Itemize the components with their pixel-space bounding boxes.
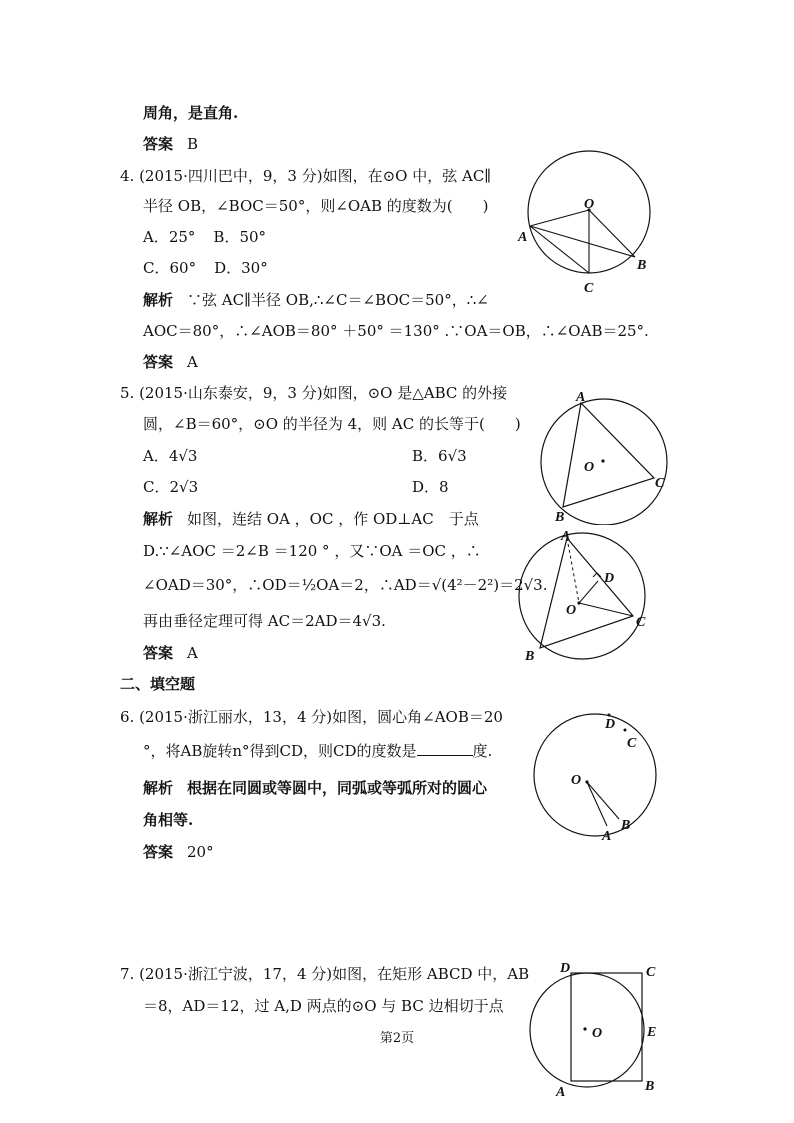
question-5-answer [143,643,198,663]
label-d: D [604,571,615,586]
label-o: O [566,603,577,618]
question-6-answer [143,842,214,862]
label-b: B [525,649,535,664]
analysis-text: 如图，连结 OA ，OC ，作 OD⊥AC 于点 [187,510,479,528]
question-5-analysis-2: D.∵∠AOC ＝2∠B ＝120 ° ，又∵OA ＝OC ，∴ [143,542,481,560]
question-6-stem-cont [143,741,492,761]
question-4-options-2 [143,258,268,278]
question-5-stem-cont: 圆，∠B＝60°，⊙O 的半径为 4，则 AC 的长等于( ) [143,415,521,433]
figure-q5-analysis [515,528,660,668]
answer-label: 答案 [143,843,174,861]
analysis-label: 解析 [143,779,174,797]
question-4-stem-cont: 半径 OB，∠BOC＝50°，则∠OAB 的度数为( ) [143,197,489,215]
page-number: 第2页 [379,1031,415,1046]
option-d: D．30° [214,259,268,277]
question-6-text: °，将AB旋转n°得到CD，则CD的度数是 [143,742,417,760]
question-5-option-d: D．8 [412,478,449,496]
analysis-label: 解析 [143,510,174,528]
question-4-stem: 4. (2015·四川巴中，9，3 分)如图，在⊙O 中，弦 AC∥ [120,167,492,185]
question-5-analysis-4: 再由垂径定理可得 AC＝2AD＝4√3. [143,612,386,630]
question-5-option-c: C．2√3 [143,478,199,496]
figure-q5-circle [530,385,675,525]
option-a: A．25° [143,228,196,246]
label-b: B [555,510,565,525]
label-o: O [592,1026,603,1041]
label-a: A [556,1085,566,1100]
question-6-analysis [143,778,487,798]
question-5-analysis [143,509,479,529]
label-c: C [636,615,646,630]
question-4-analysis [143,290,489,310]
answer-value: B [187,135,199,153]
label-o: O [584,460,595,475]
question-5-option-a: A．4√3 [143,447,198,465]
figure-q6-circle [525,712,665,847]
label-c: C [627,736,637,751]
label-c: C [584,281,594,296]
question-4-options [143,227,266,247]
answer-label: 答案 [143,135,174,153]
label-a: A [602,829,612,844]
question-4-analysis-cont: AOC＝80°，∴∠AOB＝80° ＋50° ＝130° .∵OA＝OB，∴∠OAB＝25°. [143,322,649,340]
label-o: O [571,773,582,788]
label-a: A [561,529,571,544]
label-d: D [560,961,571,976]
answer-blank[interactable] [417,741,473,756]
answer-value: A [187,353,198,371]
answer-value: A [187,644,198,662]
figure-q4-circle [510,150,685,300]
question-7-stem-cont: ＝8，AD＝12，过 A,D 两点的⊙O 与 BC 边相切于点 [143,997,504,1015]
label-e: E [647,1025,657,1040]
section-heading: 二、填空题 [120,675,196,693]
answer-value: 20° [187,843,214,861]
question-6-analysis-cont: 角相等. [143,811,194,829]
label-c: C [646,965,656,980]
analysis-label: 解析 [143,291,174,309]
label-a: A [576,390,586,405]
figure-q7-rect-circle [518,960,668,1100]
analysis-text: ∵弦 AC∥半径 OB,∴∠C＝∠BOC＝50°，∴∠ [187,291,489,309]
label-o: O [584,197,595,212]
analysis-text: 根据在同圆或等圆中，同弧或等弧所对的圆心 [187,779,488,797]
question-5-stem: 5. (2015·山东泰安，9，3 分)如图，⊙O 是△ABC 的外接 [120,384,508,402]
question-6-stem: 6. (2015·浙江丽水，13，4 分)如图，圆心角∠AOB＝20 [120,708,503,726]
label-a: A [518,230,528,245]
label-c: C [655,476,665,491]
question-5-option-b: B．6√3 [412,447,467,465]
text-line: 周角，是直角. [143,104,239,122]
question-7-stem: 7. (2015·浙江宁波，17，4 分)如图，在矩形 ABCD 中，AB [120,965,530,983]
question-6-unit: 度. [472,742,493,760]
label-b: B [637,258,647,273]
label-b: B [621,818,631,833]
option-c: C．60° [143,259,197,277]
answer-label: 答案 [143,644,174,662]
option-b: B．50° [213,228,267,246]
question-4-answer [143,352,198,372]
label-b: B [645,1079,655,1094]
answer-line [143,134,198,154]
answer-label: 答案 [143,353,174,371]
label-d: D [605,717,616,732]
question-5-analysis-3: ∠OAD＝30°，∴OD＝½OA＝2，∴AD＝√(4²－2²)＝2√3. [143,576,548,594]
